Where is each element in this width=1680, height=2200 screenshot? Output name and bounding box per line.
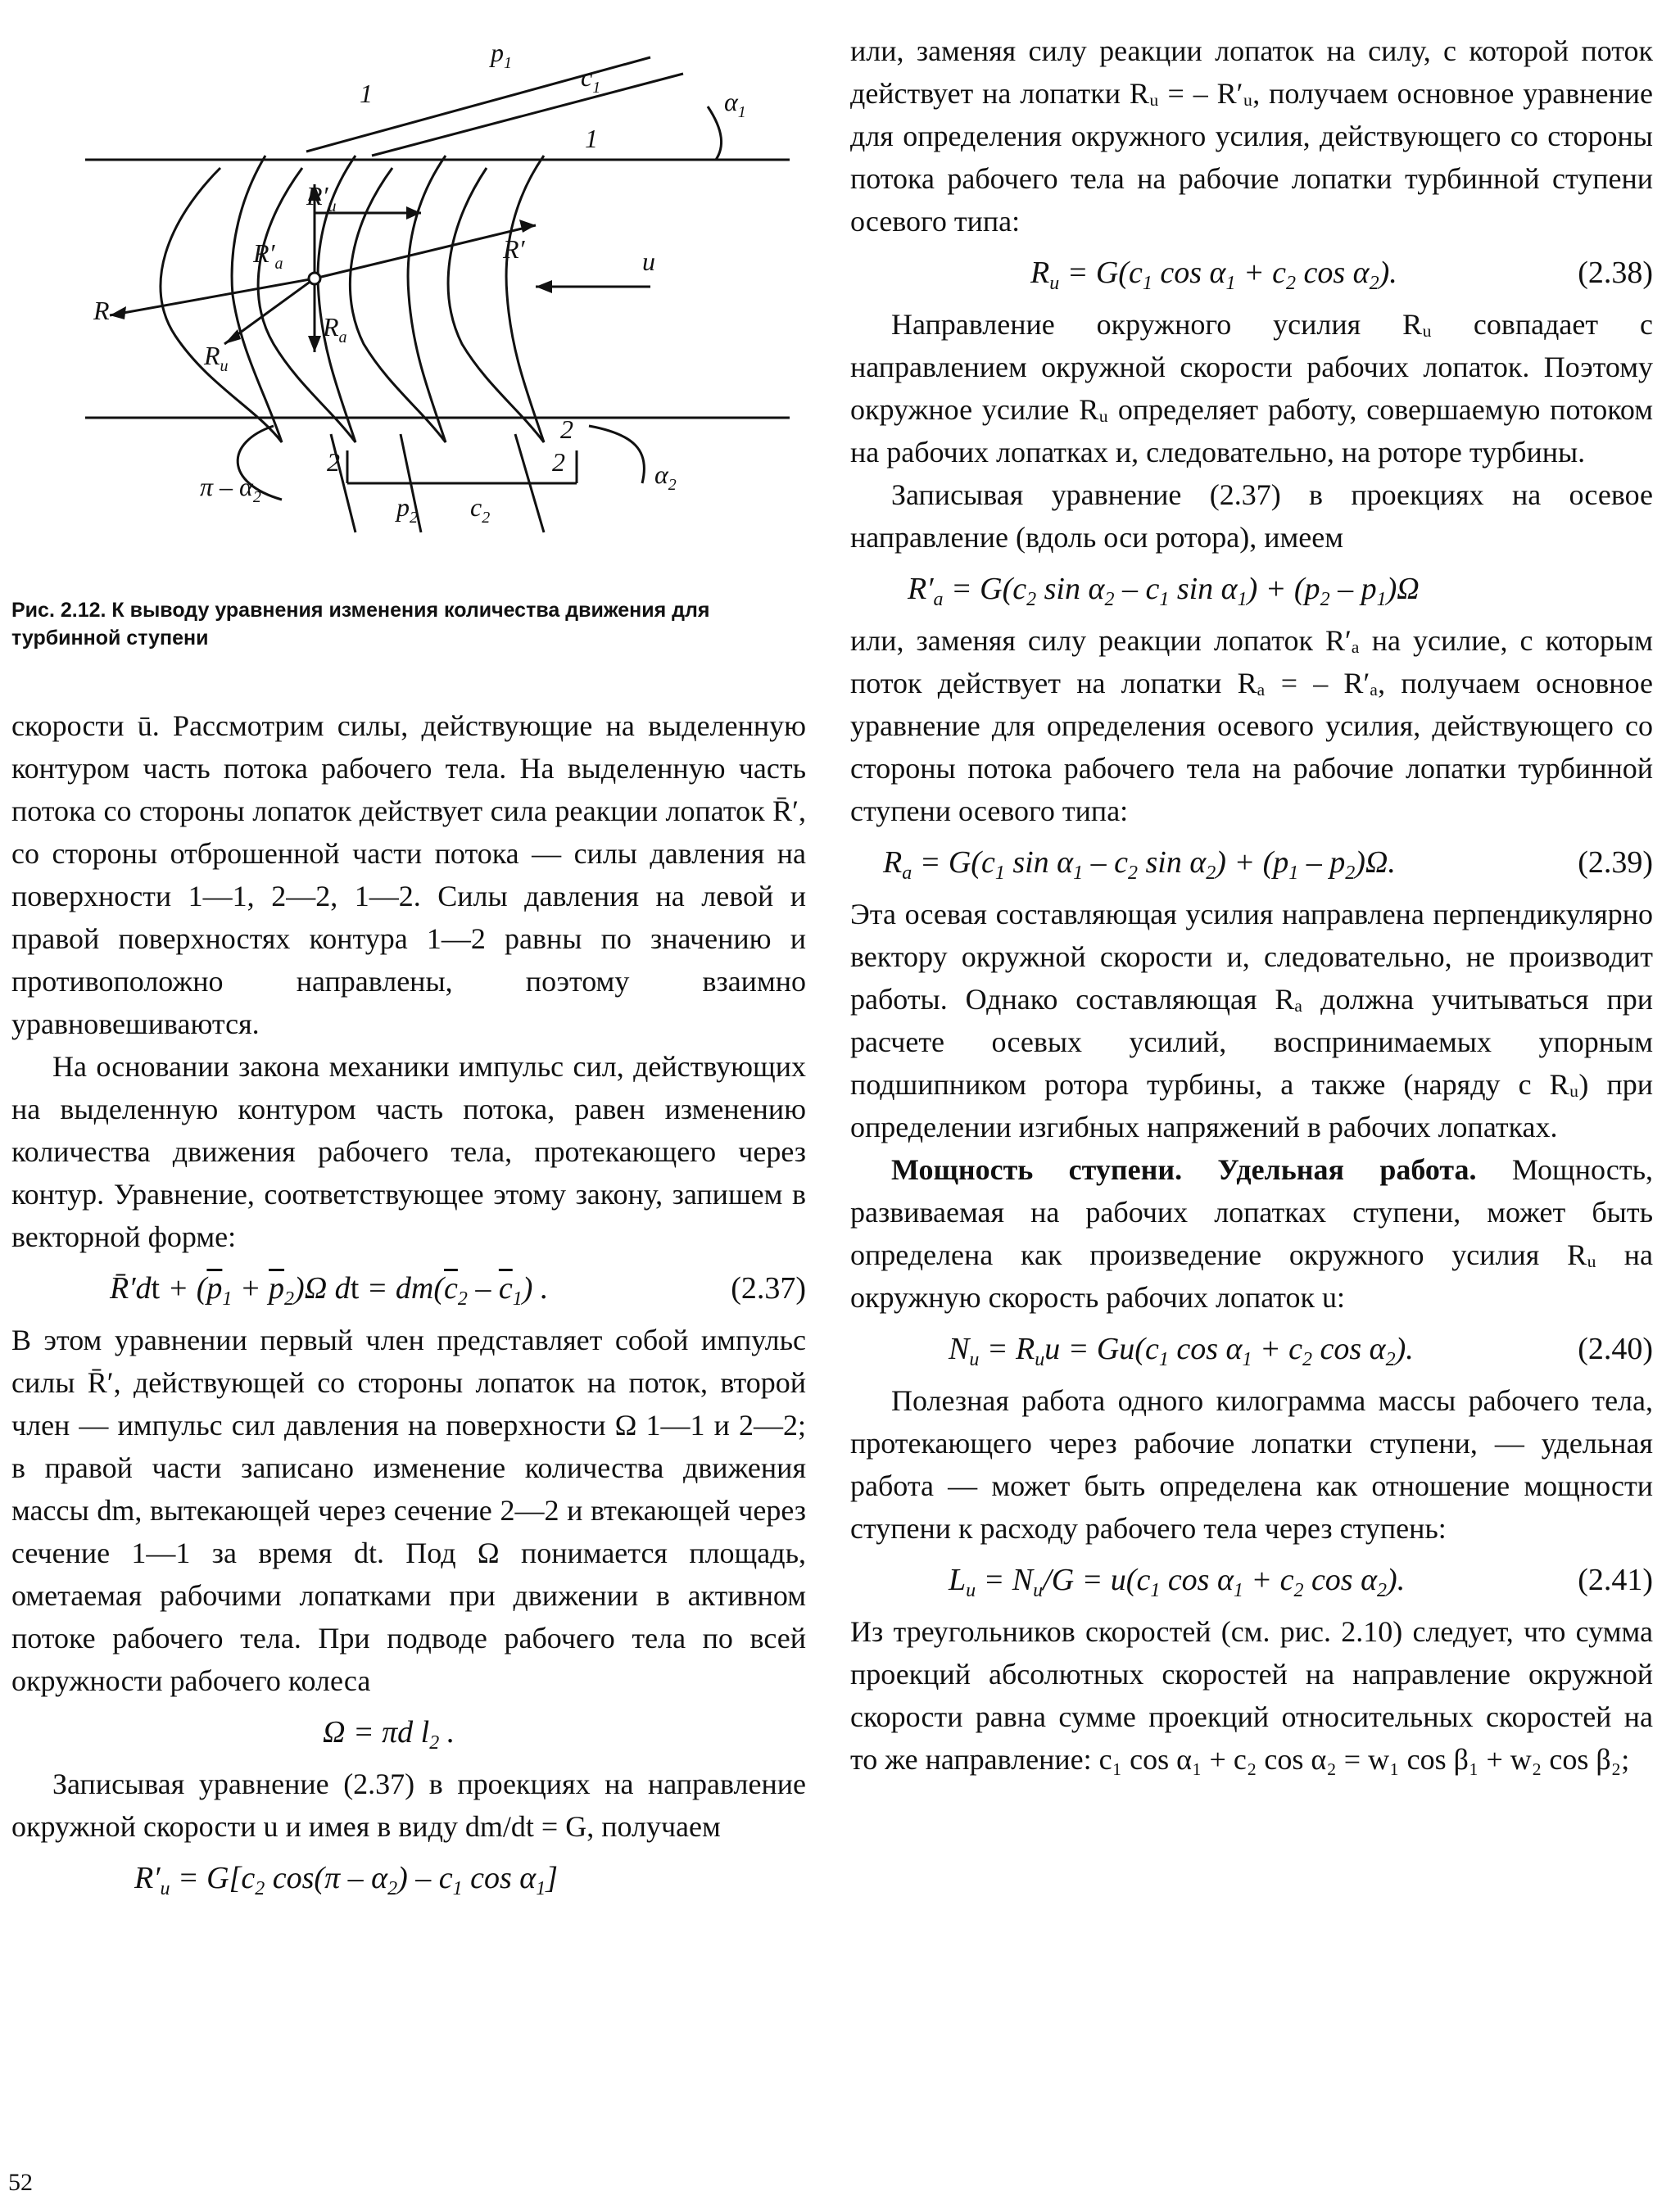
figure-caption: Рис. 2.12. К выводу уравнения изменения количества движения для турбинной ступени <box>11 599 710 650</box>
right-paragraph-8: Из треугольников скоростей (см. рис. 2.10) следует, что сумма проекций абсолютных скоростей на направление окружной скорости равна сумме проекций относительных скоростей на то же направление: c₁ cos α₁ + c₂ cos α₂ = w₁ cos β₁ + w₂ cos β₂; <box>850 1615 1653 1776</box>
inflow-line-2 <box>372 74 683 156</box>
equation-2-38-number: (2.38) <box>1578 256 1653 290</box>
label-u: u <box>642 247 655 276</box>
label-two-c: 2 <box>552 447 565 477</box>
label-pi-minus-alpha2: π – $\alpha_2$ <box>200 472 261 506</box>
equation-2-39-number: (2.39) <box>1578 845 1653 880</box>
right-paragraph-7: Полезная работа одного килограмма массы рабочего тела, протекающего через рабочие лопатки ступени, — удельная работа — может быть определена как отношение мощности ступени к расходу рабочего тела через ступень: <box>850 1384 1653 1545</box>
inflow-line-1 <box>306 57 650 152</box>
label-p2: $p_2$ <box>396 492 418 527</box>
equation-2-37-number: (2.37) <box>731 1271 806 1306</box>
label-Ru-prime: $R'_u$ <box>306 181 337 215</box>
label-R-bar-prime: R′ <box>503 234 525 264</box>
label-Ra: $R_a$ <box>323 312 347 346</box>
alpha1-arc <box>708 106 722 160</box>
label-one-b: 1 <box>585 124 598 153</box>
label-alpha1: $\alpha_1$ <box>724 87 746 121</box>
label-c1: $c_1$ <box>581 62 601 97</box>
equation-2-40-number: (2.40) <box>1578 1332 1653 1366</box>
label-one-a: 1 <box>360 79 373 108</box>
vector-R <box>110 278 315 315</box>
equation-Ru-prime: $R'_u = G[c_2$ $\cos(\pi - \alpha_2) - c_1$ $\cos \alpha_1$] <box>134 1861 559 1899</box>
blade-profile-1 <box>161 156 282 442</box>
label-two-a: 2 <box>327 447 340 477</box>
left-paragraph-4: Записывая уравнение (2.37) в проекциях на направление окружной скорости u и имея в виду dm/dt = G, получаем <box>11 1768 806 1843</box>
right-paragraph-4: или, заменяя силу реакции лопаток R′ₐ на усилие, с которым поток действует на лопатки Rₐ = – R′ₐ, получаем основное уравнение для определения осевого усилия, действующего со стороны потока рабочего тела на рабочие лопатки турбинной ступени осевого типа: <box>850 624 1653 827</box>
label-two-b: 2 <box>560 414 573 444</box>
left-paragraph-2: На основании закона механики импульс сил, действующих на выделенную контуром часть потока, равен изменению количества движения рабочего тела, протекающего через контур. Уравнение, соответствующее этому закону, запишем в векторной форме: <box>11 1050 806 1253</box>
label-p1: $p_1$ <box>491 38 512 72</box>
blade-profile-4 <box>448 156 544 442</box>
equation-2-38: $R_u = G(c_1$ $\cos \alpha_1 + c_2$ $\cos \alpha_2$). (2.38) <box>850 242 1653 303</box>
left-paragraph-3: В этом уравнении первый член представляет собой импульс силы R̄′, действующей со стороны лопаток на поток, второй член — импульс сил давления на поверхности Ω 1—1 и 2—2; в правой части записано изменение количества движения массы dm, вытекающей через сечение 2—2 и втекающей через сечение 1—1 за время dt. Под Ω понимается площадь, ометаемая рабочими лопатками при движении в активном потоке рабочего тела. При подводе рабочего тела по всей окружности рабочего колеса <box>11 1324 806 1697</box>
right-paragraph-1: или, заменяя силу реакции лопаток на силу, с которой поток действует на лопатки Rᵤ = – R′ᵤ, получаем основное уравнение для определения окружного усилия, действующего со стороны потока рабочего тела на рабочие лопатки турбинной ступени осевого типа: <box>850 34 1653 238</box>
blade-profile-3 <box>350 156 446 442</box>
right-paragraph-6-text: Мощность, развиваемая на рабочих лопатках ступени, может быть определена как произведение окружного усилия Rᵤ на окружную скорость рабочих лопаток u: <box>850 1153 1654 1314</box>
label-c2: $c_2$ <box>470 492 491 527</box>
equation-2-39: $R_a = G(c_1$ $\sin \alpha_1 - c_2$ $\sin \alpha_2) + (p_1 - p_2)\Omega$. (2.39) <box>850 832 1653 893</box>
turbine-blade-figure <box>77 25 798 549</box>
equation-2-41-number: (2.41) <box>1578 1563 1653 1597</box>
label-Ru: $R_u$ <box>204 341 229 375</box>
page-number: 52 <box>8 2169 33 2196</box>
left-paragraph-1: скорости ū. Рассмотрим силы, действующие на выделенную контуром часть потока рабочего тела. На выделенную часть потока со стороны лопаток действует сила реакции лопаток R̄′, со стороны отброшенной части потока — силы давления на поверхности 1—1, 2—2, 1—2. Силы давления на левой и правой поверхностях контура 1—2 равны по значению и противоположно направлены, поэтому взаимно уравновешиваются. <box>11 709 806 1040</box>
alpha2-arc <box>589 426 644 483</box>
equation-Ra-prime: $R'_a = G(c_2$ $\sin \alpha_2 - c_1$ $\sin \alpha_1) + (p_2 - p_1)\Omega$ <box>908 572 1420 610</box>
equation-2-41: $L_u = N_u/G = u(c_1$ $\cos \alpha_1 + c_2$ $\cos \alpha_2$). (2.41) <box>850 1550 1653 1610</box>
equation-2-40: $N_u = R_uu = Gu(c_1$ $\cos \alpha_1 + c_2$ $\cos \alpha_2$). (2.40) <box>850 1319 1653 1379</box>
label-Ra-prime: $R'_a$ <box>253 238 283 273</box>
section-heading: Мощность ступени. Удельная работа. <box>891 1153 1477 1186</box>
right-paragraph-6 <box>850 1148 1653 1319</box>
label-R-bar: R <box>93 296 110 325</box>
equation-2-37: R̄′dt + $(\overline{p}_1 + \overline{p}_2)\Omega$ dt = $dm(\overline{c}_2 - \overline{c}_1)$ . (2.37) <box>11 1258 806 1319</box>
label-alpha2: $\alpha_2$ <box>654 459 677 494</box>
right-paragraph-5: Эта осевая составляющая усилия направлена перпендикулярно вектору окружной скорости и, следовательно, не производит работы. Однако составляющая Rₐ должна учитываться при расчете осевых усилий, воспринимаемых упорным подшипником ротора турбины, а также (наряду с Rᵤ) при определении изгибных напряжений в рабочих лопатках. <box>850 898 1653 1143</box>
right-paragraph-3: Записывая уравнение (2.37) в проекциях на осевое направление (вдоль оси ротора), имеем <box>850 478 1653 554</box>
equation-omega: Ω = πd $l_2$ . <box>323 1715 455 1754</box>
right-paragraph-2: Направление окружного усилия Rᵤ совпадает с направлением окружной скорости рабочих лопаток. Поэтому окружное усилие Rᵤ определяет работу, совершаемую потоком на рабочих лопатках и, следовательно, на роторе турбины. <box>850 308 1653 469</box>
